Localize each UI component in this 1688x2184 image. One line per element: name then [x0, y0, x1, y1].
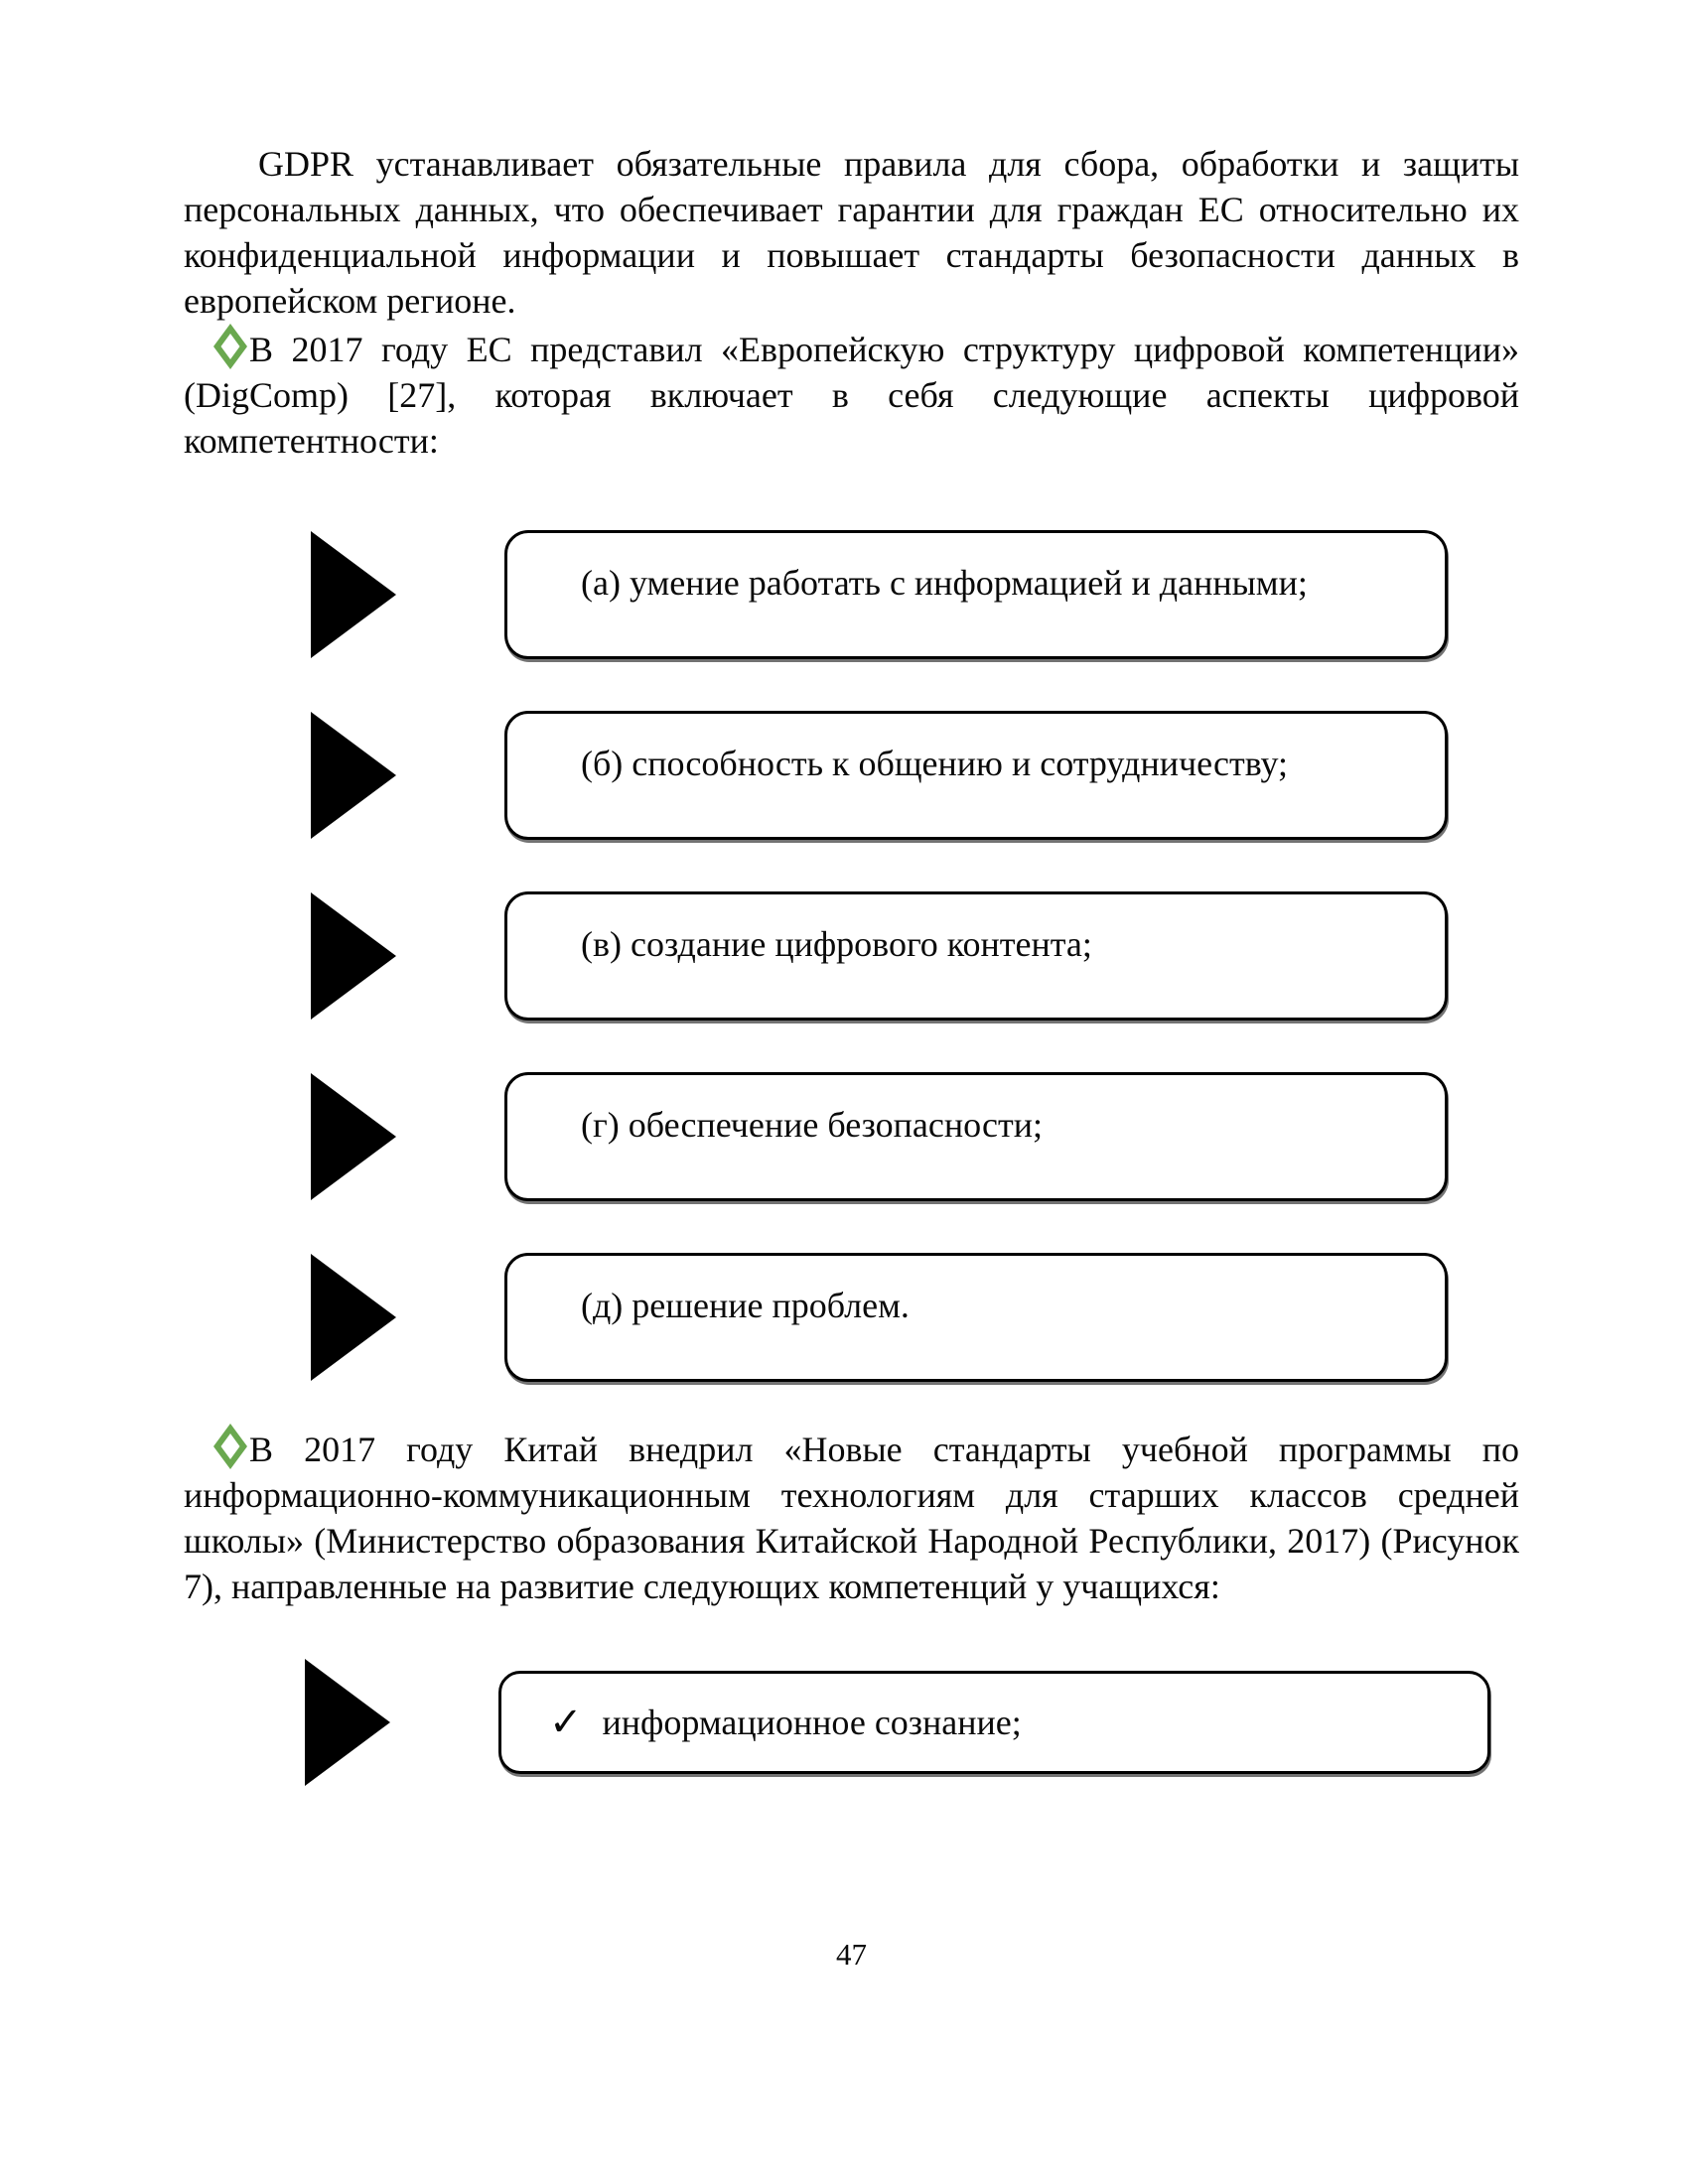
paragraph-digcomp-intro [184, 324, 1519, 464]
digcomp-diagram [184, 530, 1519, 1382]
digcomp-box-b [504, 711, 1448, 840]
digcomp-item-a [311, 530, 1519, 659]
checkmark-icon: ✓ [549, 1700, 583, 1744]
arrow-right-icon [311, 1073, 396, 1200]
digcomp-label-g: (г) обеспечение безопасности; [581, 1105, 1044, 1145]
paragraph-china-intro [184, 1424, 1519, 1609]
digcomp-item-d [311, 1253, 1519, 1382]
digcomp-label-v: (в) создание цифрового контента; [581, 924, 1092, 964]
arrow-right-icon [305, 1659, 390, 1786]
arrow-right-icon [311, 712, 396, 839]
paragraph-china-intro-text: В 2017 году Китай внедрил «Новые стандарты учебной программы по информационно-коммуникационным технологиям для старших классов средней школы» (Министерство образования Китайской Народной Республики, 2017) (Рисунок 7), направленные на развитие следующих компетенций у учащихся: [184, 1430, 1519, 1606]
paragraph-gdpr: GDPR устанавливает обязательные правила для сбора, обработки и защиты персональных данных, что обеспечивает гарантии для граждан ЕС относительно их конфиденциальной информации и повышает стандарты безопасности данных в европейском регионе. [184, 144, 1519, 321]
digcomp-box-v [504, 891, 1448, 1021]
digcomp-label-d: (д) решение проблем. [581, 1286, 910, 1325]
digcomp-box-d [504, 1253, 1448, 1382]
digcomp-box-a [504, 530, 1448, 659]
arrow-right-icon [311, 892, 396, 1020]
arrow-right-icon [311, 531, 396, 658]
diamond-bullet-icon [213, 1424, 247, 1469]
page-number: 47 [836, 1937, 867, 1972]
china-item-1 [305, 1659, 1519, 1786]
diamond-bullet-icon [213, 324, 247, 369]
digcomp-label-a: (а) умение работать с информацией и данными; [581, 563, 1308, 603]
digcomp-box-g [504, 1072, 1448, 1201]
china-label-1: информационное сознание; [602, 1703, 1022, 1742]
china-box-1 [498, 1671, 1490, 1774]
digcomp-item-v [311, 891, 1519, 1021]
document-page [184, 0, 1519, 1973]
paragraph-digcomp-intro-text: В 2017 году ЕС представил «Европейскую структуру цифровой компетенции» (DigComp) [27], которая включает в себя следующие аспекты цифровой компетентности: [184, 330, 1519, 461]
digcomp-label-b: (б) способность к общению и сотрудничеству; [581, 744, 1288, 783]
arrow-right-icon [311, 1254, 396, 1381]
digcomp-item-g [311, 1072, 1519, 1201]
digcomp-item-b [311, 711, 1519, 840]
